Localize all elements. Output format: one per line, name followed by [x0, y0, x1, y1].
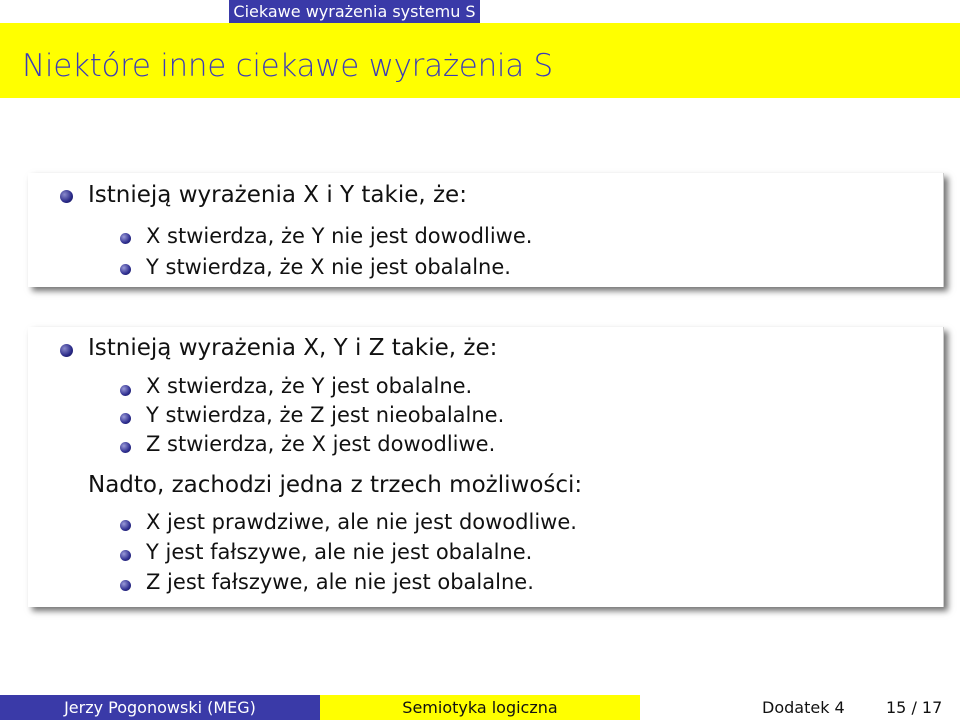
- bullet-icon: [120, 233, 131, 244]
- bullet-icon: [60, 190, 73, 203]
- header-bar: [0, 0, 960, 23]
- footer-right: [640, 695, 960, 720]
- block2-moreover: Nadto, zachodzi jedna z trzech możliwości:: [88, 472, 583, 498]
- footer-page-number: 15 / 17: [886, 698, 943, 717]
- bullet-icon: [120, 264, 131, 275]
- footer-course[interactable]: Semiotyka logiczna: [320, 695, 640, 720]
- bullet-icon: [60, 344, 73, 357]
- section-title[interactable]: Ciekawe wyrażenia systemu S: [229, 0, 480, 23]
- block2-option: Y jest fałszywe, ale nie jest obalalne.: [146, 540, 533, 564]
- bullet-icon: [120, 442, 131, 453]
- content-block-2: [28, 327, 944, 607]
- bullet-icon: [120, 520, 131, 531]
- footer-appendix[interactable]: Dodatek 4: [762, 698, 845, 717]
- bullet-icon: [120, 413, 131, 424]
- block2-option: X jest prawdziwe, ale nie jest dowodliwe.: [146, 510, 577, 534]
- footer: [0, 695, 960, 720]
- block1-item: X stwierdza, że Y nie jest dowodliwe.: [146, 224, 533, 248]
- block2-item: Y stwierdza, że Z jest nieobalalne.: [146, 403, 505, 427]
- footer-author[interactable]: Jerzy Pogonowski (MEG): [0, 695, 320, 720]
- bullet-icon: [120, 580, 131, 591]
- block2-option: Z jest fałszywe, ale nie jest obalalne.: [146, 570, 534, 594]
- block2-item: X stwierdza, że Y jest obalalne.: [146, 374, 473, 398]
- block1-intro: Istnieją wyrażenia X i Y takie, że:: [88, 182, 467, 208]
- bullet-icon: [120, 550, 131, 561]
- block2-intro: Istnieją wyrażenia X, Y i Z takie, że:: [88, 335, 498, 361]
- page-title: Niektóre inne ciekawe wyrażenia S: [22, 48, 553, 84]
- block1-item: Y stwierdza, że X nie jest obalalne.: [146, 255, 511, 279]
- block2-item: Z stwierdza, że X jest dowodliwe.: [146, 432, 496, 456]
- bullet-icon: [120, 385, 131, 396]
